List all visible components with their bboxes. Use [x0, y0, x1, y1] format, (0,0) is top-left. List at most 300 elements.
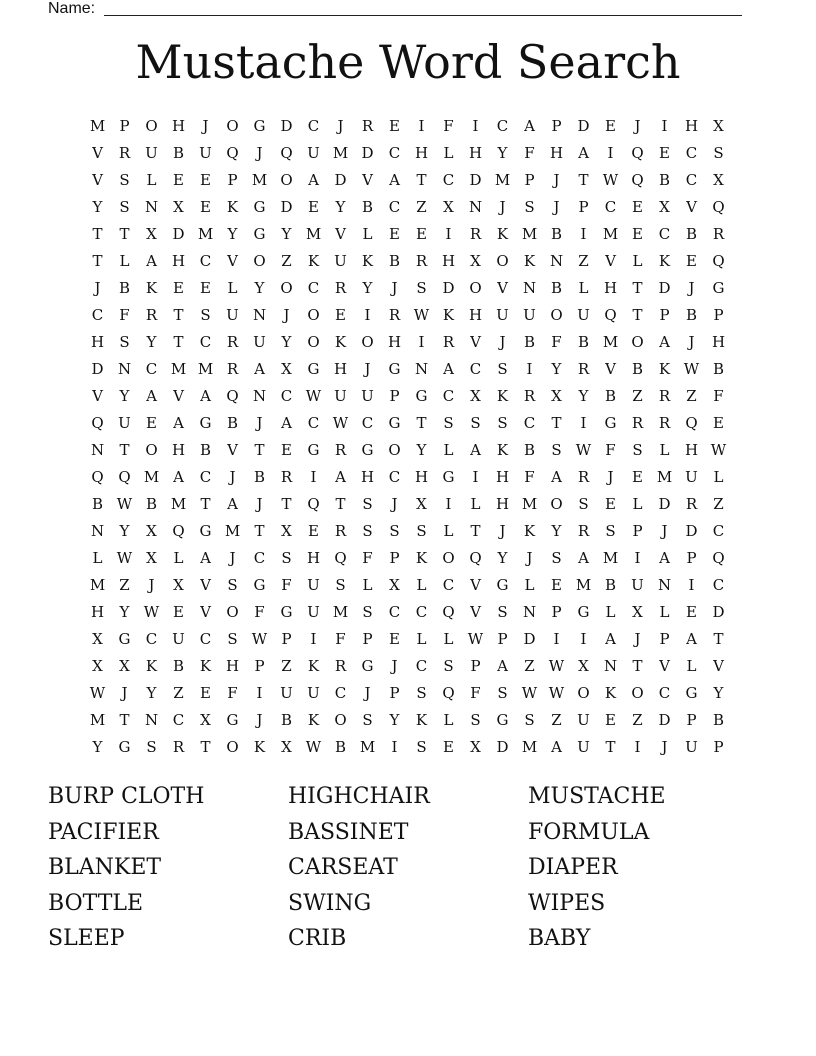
- grid-letter: U: [118, 414, 131, 432]
- grid-row: [84, 707, 732, 734]
- grid-letter: K: [415, 711, 428, 729]
- grid-letter: J: [634, 630, 641, 648]
- grid-letter: E: [551, 576, 562, 594]
- grid-letter: I: [445, 495, 452, 513]
- grid-letter: G: [280, 603, 293, 621]
- name-label: Name:: [48, 0, 96, 17]
- grid-letter: G: [361, 441, 374, 459]
- grid-letter: J: [499, 522, 506, 540]
- grid-letter: F: [335, 630, 346, 648]
- name-underline: [104, 15, 742, 16]
- grid-letter: T: [632, 306, 643, 324]
- grid-letter: Z: [416, 198, 427, 216]
- grid-letter: G: [253, 225, 266, 243]
- grid-letter: A: [281, 414, 292, 432]
- grid-letter: C: [307, 414, 320, 432]
- grid-letter: S: [443, 414, 454, 432]
- grid-letter: K: [604, 684, 617, 702]
- grid-letter: W: [467, 630, 484, 648]
- grid-letter: G: [604, 414, 617, 432]
- grid-letter: L: [173, 549, 184, 567]
- grid-letter: E: [389, 117, 400, 135]
- grid-letter: G: [118, 738, 131, 756]
- grid-letter: C: [199, 333, 212, 351]
- grid-letter: F: [254, 603, 265, 621]
- grid-letter: X: [146, 225, 157, 243]
- grid-letter: O: [388, 441, 401, 459]
- grid-letter: U: [280, 684, 293, 702]
- grid-letter: H: [306, 549, 321, 567]
- grid-letter: H: [603, 279, 618, 297]
- word-list-item: CRIB: [288, 926, 347, 952]
- grid-letter: A: [659, 333, 670, 351]
- grid-letter: O: [226, 603, 239, 621]
- grid-letter: B: [523, 333, 536, 351]
- grid-letter: Y: [578, 387, 589, 405]
- grid-letter: S: [524, 711, 535, 729]
- grid-letter: B: [577, 333, 590, 351]
- grid-letter: E: [605, 711, 616, 729]
- grid-letter: J: [148, 576, 155, 594]
- grid-letter: P: [551, 603, 562, 621]
- grid-letter: B: [712, 360, 725, 378]
- grid-letter: T: [119, 711, 130, 729]
- grid-letter: K: [415, 549, 428, 567]
- grid-letter: T: [200, 495, 211, 513]
- grid-letter: O: [550, 495, 563, 513]
- grid-letter: W: [683, 360, 700, 378]
- word-list-item: HIGHCHAIR: [288, 784, 430, 809]
- grid-letter: C: [280, 387, 293, 405]
- grid-letter: C: [388, 198, 401, 216]
- grid-letter: A: [200, 387, 211, 405]
- grid-letter: F: [524, 144, 535, 162]
- grid-letter: T: [173, 306, 184, 324]
- grid-letter: J: [256, 414, 263, 432]
- grid-letter: J: [364, 684, 371, 702]
- grid-letter: G: [307, 360, 320, 378]
- grid-letter: C: [388, 603, 401, 621]
- grid-letter: P: [659, 630, 670, 648]
- grid-letter: S: [497, 603, 508, 621]
- grid-letter: Z: [632, 711, 643, 729]
- grid-letter: A: [578, 144, 589, 162]
- grid-letter: M: [251, 171, 268, 189]
- grid-letter: A: [551, 738, 562, 756]
- grid-letter: X: [551, 387, 562, 405]
- grid-letter: Y: [497, 549, 508, 567]
- grid-letter: R: [631, 414, 644, 432]
- grid-letter: G: [388, 414, 401, 432]
- grid-letter: L: [443, 144, 454, 162]
- grid-letter: V: [227, 252, 238, 270]
- grid-letter: N: [144, 198, 159, 216]
- grid-letter: X: [146, 549, 157, 567]
- grid-letter: B: [280, 711, 293, 729]
- grid-letter: R: [469, 225, 482, 243]
- grid-letter: V: [686, 198, 697, 216]
- grid-letter: C: [712, 522, 725, 540]
- grid-letter: C: [442, 576, 455, 594]
- grid-letter: P: [659, 306, 670, 324]
- grid-letter: D: [172, 225, 185, 243]
- grid-letter: Y: [389, 711, 400, 729]
- grid-letter: D: [658, 495, 671, 513]
- grid-letter: L: [362, 225, 373, 243]
- grid-letter: U: [199, 144, 212, 162]
- grid-letter: S: [362, 603, 373, 621]
- grid-letter: P: [254, 657, 265, 675]
- grid-letter: I: [310, 468, 317, 486]
- grid-letter: L: [443, 711, 454, 729]
- grid-letter: Q: [280, 144, 293, 162]
- grid-letter: H: [495, 468, 510, 486]
- grid-letter: J: [391, 495, 398, 513]
- grid-letter: S: [119, 198, 130, 216]
- grid-letter: R: [334, 441, 347, 459]
- grid-row: [84, 329, 732, 356]
- grid-letter: R: [712, 225, 725, 243]
- word-list-item: BOTTLE: [48, 890, 144, 916]
- grid-row: [84, 545, 732, 572]
- grid-letter: X: [92, 657, 103, 675]
- grid-letter: J: [94, 279, 101, 297]
- grid-letter: H: [171, 117, 186, 135]
- grid-letter: O: [361, 333, 374, 351]
- grid-letter: S: [281, 549, 292, 567]
- grid-letter: J: [634, 117, 641, 135]
- grid-letter: E: [146, 414, 157, 432]
- grid-letter: Y: [335, 198, 346, 216]
- grid-letter: E: [173, 171, 184, 189]
- grid-letter: T: [470, 522, 481, 540]
- grid-letter: R: [334, 657, 347, 675]
- grid-letter: R: [685, 495, 698, 513]
- grid-letter: H: [225, 657, 240, 675]
- grid-letter: W: [116, 549, 133, 567]
- grid-letter: S: [416, 738, 427, 756]
- grid-letter: C: [199, 630, 212, 648]
- grid-letter: C: [523, 414, 536, 432]
- grid-letter: V: [200, 576, 211, 594]
- grid-letter: M: [656, 468, 673, 486]
- grid-letter: J: [499, 333, 506, 351]
- grid-letter: L: [119, 252, 130, 270]
- grid-letter: V: [227, 441, 238, 459]
- grid-letter: J: [661, 522, 668, 540]
- grid-letter: M: [602, 549, 619, 567]
- grid-letter: E: [200, 279, 211, 297]
- grid-letter: U: [172, 630, 185, 648]
- grid-letter: R: [226, 333, 239, 351]
- grid-letter: J: [229, 549, 236, 567]
- grid-letter: R: [388, 306, 401, 324]
- grid-letter: U: [226, 306, 239, 324]
- grid-letter: A: [686, 630, 697, 648]
- grid-letter: O: [280, 171, 293, 189]
- grid-letter: B: [550, 225, 563, 243]
- grid-letter: J: [256, 144, 263, 162]
- grid-letter: Q: [442, 684, 455, 702]
- grid-letter: O: [226, 738, 239, 756]
- grid-letter: K: [658, 252, 671, 270]
- grid-letter: R: [577, 522, 590, 540]
- grid-letter: B: [334, 738, 347, 756]
- grid-letter: X: [173, 576, 184, 594]
- grid-letter: Y: [119, 387, 130, 405]
- grid-letter: U: [685, 738, 698, 756]
- grid-letter: J: [688, 279, 695, 297]
- grid-letter: V: [605, 360, 616, 378]
- grid-letter: C: [91, 306, 104, 324]
- word-list: [48, 779, 768, 957]
- grid-letter: V: [605, 252, 616, 270]
- grid-letter: Q: [469, 549, 482, 567]
- grid-row: [84, 194, 732, 221]
- grid-letter: E: [200, 171, 211, 189]
- grid-letter: N: [468, 198, 483, 216]
- grid-letter: I: [445, 225, 452, 243]
- grid-letter: D: [658, 711, 671, 729]
- grid-letter: S: [605, 522, 616, 540]
- grid-row: [84, 221, 732, 248]
- grid-letter: T: [713, 630, 724, 648]
- grid-letter: Y: [497, 144, 508, 162]
- grid-letter: C: [307, 279, 320, 297]
- grid-letter: E: [281, 441, 292, 459]
- grid-letter: T: [119, 441, 130, 459]
- grid-letter: Z: [173, 684, 184, 702]
- grid-letter: X: [281, 738, 292, 756]
- grid-letter: S: [443, 657, 454, 675]
- grid-letter: A: [605, 630, 616, 648]
- grid-letter: J: [607, 468, 614, 486]
- grid-letter: A: [146, 387, 157, 405]
- grid-letter: L: [443, 630, 454, 648]
- grid-letter: W: [305, 387, 322, 405]
- grid-letter: R: [577, 468, 590, 486]
- grid-letter: S: [497, 360, 508, 378]
- grid-letter: O: [469, 279, 482, 297]
- grid-letter: G: [253, 198, 266, 216]
- grid-letter: I: [634, 549, 641, 567]
- grid-letter: N: [657, 576, 672, 594]
- grid-letter: H: [360, 468, 375, 486]
- grid-letter: O: [280, 279, 293, 297]
- grid-letter: I: [391, 738, 398, 756]
- word-list-item: BURP CLOTH: [48, 784, 205, 809]
- grid-letter: C: [658, 225, 671, 243]
- grid-letter: H: [90, 333, 105, 351]
- grid-letter: L: [659, 603, 670, 621]
- grid-letter: Y: [713, 684, 724, 702]
- grid-letter: U: [577, 738, 590, 756]
- grid-letter: G: [685, 684, 698, 702]
- grid-letter: N: [522, 279, 537, 297]
- grid-letter: I: [688, 576, 695, 594]
- grid-letter: Q: [712, 549, 725, 567]
- grid-letter: O: [145, 117, 158, 135]
- grid-letter: T: [92, 252, 103, 270]
- grid-letter: A: [335, 468, 346, 486]
- grid-letter: S: [119, 333, 130, 351]
- grid-letter: O: [226, 117, 239, 135]
- grid-letter: M: [89, 117, 106, 135]
- grid-letter: B: [604, 387, 617, 405]
- grid-letter: K: [145, 279, 158, 297]
- grid-letter: E: [389, 630, 400, 648]
- grid-letter: E: [173, 279, 184, 297]
- grid-letter: A: [551, 468, 562, 486]
- grid-letter: S: [119, 171, 130, 189]
- grid-letter: X: [146, 522, 157, 540]
- grid-letter: F: [362, 549, 373, 567]
- grid-letter: S: [416, 684, 427, 702]
- grid-letter: C: [361, 414, 374, 432]
- grid-letter: C: [658, 684, 671, 702]
- grid-letter: U: [307, 576, 320, 594]
- grid-letter: V: [470, 576, 481, 594]
- grid-letter: D: [577, 117, 590, 135]
- grid-letter: E: [632, 198, 643, 216]
- grid-row: [84, 248, 732, 275]
- grid-letter: Q: [442, 603, 455, 621]
- grid-letter: B: [361, 198, 374, 216]
- grid-letter: B: [172, 144, 185, 162]
- grid-letter: E: [200, 684, 211, 702]
- grid-letter: L: [632, 495, 643, 513]
- grid-letter: B: [712, 711, 725, 729]
- grid-letter: N: [90, 522, 105, 540]
- grid-letter: H: [549, 144, 564, 162]
- grid-letter: I: [526, 360, 533, 378]
- grid-letter: G: [199, 522, 212, 540]
- grid-letter: X: [281, 360, 292, 378]
- grid-letter: Z: [686, 387, 697, 405]
- grid-letter: Z: [632, 387, 643, 405]
- grid-letter: A: [254, 360, 265, 378]
- grid-letter: H: [414, 144, 429, 162]
- grid-letter: O: [442, 549, 455, 567]
- grid-row: [84, 437, 732, 464]
- grid-letter: U: [307, 684, 320, 702]
- grid-letter: U: [253, 333, 266, 351]
- grid-letter: C: [388, 468, 401, 486]
- word-list-item: FORMULA: [528, 819, 650, 845]
- grid-letter: K: [496, 225, 509, 243]
- grid-letter: A: [200, 549, 211, 567]
- grid-letter: R: [334, 522, 347, 540]
- grid-letter: C: [712, 576, 725, 594]
- grid-letter: J: [202, 117, 209, 135]
- grid-letter: B: [523, 441, 536, 459]
- grid-letter: R: [145, 306, 158, 324]
- grid-letter: N: [90, 441, 105, 459]
- grid-letter: S: [146, 738, 157, 756]
- grid-letter: S: [335, 576, 346, 594]
- grid-letter: Q: [226, 144, 239, 162]
- grid-letter: J: [499, 198, 506, 216]
- grid-letter: S: [578, 495, 589, 513]
- grid-letter: O: [307, 306, 320, 324]
- grid-letter: M: [494, 171, 511, 189]
- grid-letter: H: [90, 603, 105, 621]
- grid-letter: Y: [227, 225, 238, 243]
- grid-letter: L: [686, 657, 697, 675]
- grid-letter: M: [143, 468, 160, 486]
- grid-letter: V: [92, 171, 103, 189]
- grid-letter: K: [226, 198, 239, 216]
- grid-letter: J: [256, 495, 263, 513]
- grid-letter: S: [497, 414, 508, 432]
- word-list-item: BLANKET: [48, 855, 162, 881]
- grid-letter: I: [418, 117, 425, 135]
- grid-letter: V: [173, 387, 184, 405]
- grid-letter: L: [524, 576, 535, 594]
- grid-letter: X: [173, 198, 184, 216]
- grid-letter: H: [495, 495, 510, 513]
- grid-letter: Q: [685, 414, 698, 432]
- grid-letter: K: [334, 333, 347, 351]
- grid-letter: K: [496, 387, 509, 405]
- grid-letter: S: [416, 279, 427, 297]
- grid-letter: D: [91, 360, 104, 378]
- grid-letter: G: [577, 603, 590, 621]
- letter-grid: [84, 113, 732, 761]
- grid-letter: O: [253, 252, 266, 270]
- grid-letter: Y: [416, 441, 427, 459]
- grid-letter: R: [415, 252, 428, 270]
- grid-letter: R: [577, 360, 590, 378]
- grid-letter: I: [607, 144, 614, 162]
- grid-letter: S: [362, 711, 373, 729]
- grid-letter: C: [496, 117, 509, 135]
- grid-letter: S: [362, 522, 373, 540]
- grid-letter: Q: [118, 468, 131, 486]
- grid-letter: X: [281, 522, 292, 540]
- grid-letter: G: [388, 360, 401, 378]
- grid-letter: H: [468, 144, 483, 162]
- grid-letter: X: [443, 198, 454, 216]
- grid-letter: H: [684, 441, 699, 459]
- grid-letter: M: [521, 738, 538, 756]
- grid-letter: R: [658, 414, 671, 432]
- grid-letter: O: [577, 684, 590, 702]
- grid-letter: K: [307, 711, 320, 729]
- grid-letter: Z: [578, 252, 589, 270]
- grid-letter: K: [523, 252, 536, 270]
- grid-letter: Y: [362, 279, 373, 297]
- grid-letter: U: [685, 468, 698, 486]
- grid-letter: R: [280, 468, 293, 486]
- grid-letter: A: [389, 171, 400, 189]
- grid-letter: M: [224, 522, 241, 540]
- grid-letter: T: [173, 333, 184, 351]
- grid-letter: P: [713, 738, 724, 756]
- grid-letter: Q: [712, 252, 725, 270]
- grid-letter: D: [442, 279, 455, 297]
- word-list-item: PACIFIER: [48, 819, 159, 845]
- grid-letter: K: [658, 360, 671, 378]
- grid-letter: T: [632, 657, 643, 675]
- grid-letter: K: [361, 252, 374, 270]
- grid-letter: V: [659, 657, 670, 675]
- grid-letter: S: [416, 522, 427, 540]
- word-list-item: MUSTACHE: [528, 784, 666, 809]
- grid-letter: T: [632, 279, 643, 297]
- grid-letter: U: [145, 144, 158, 162]
- grid-letter: T: [92, 225, 103, 243]
